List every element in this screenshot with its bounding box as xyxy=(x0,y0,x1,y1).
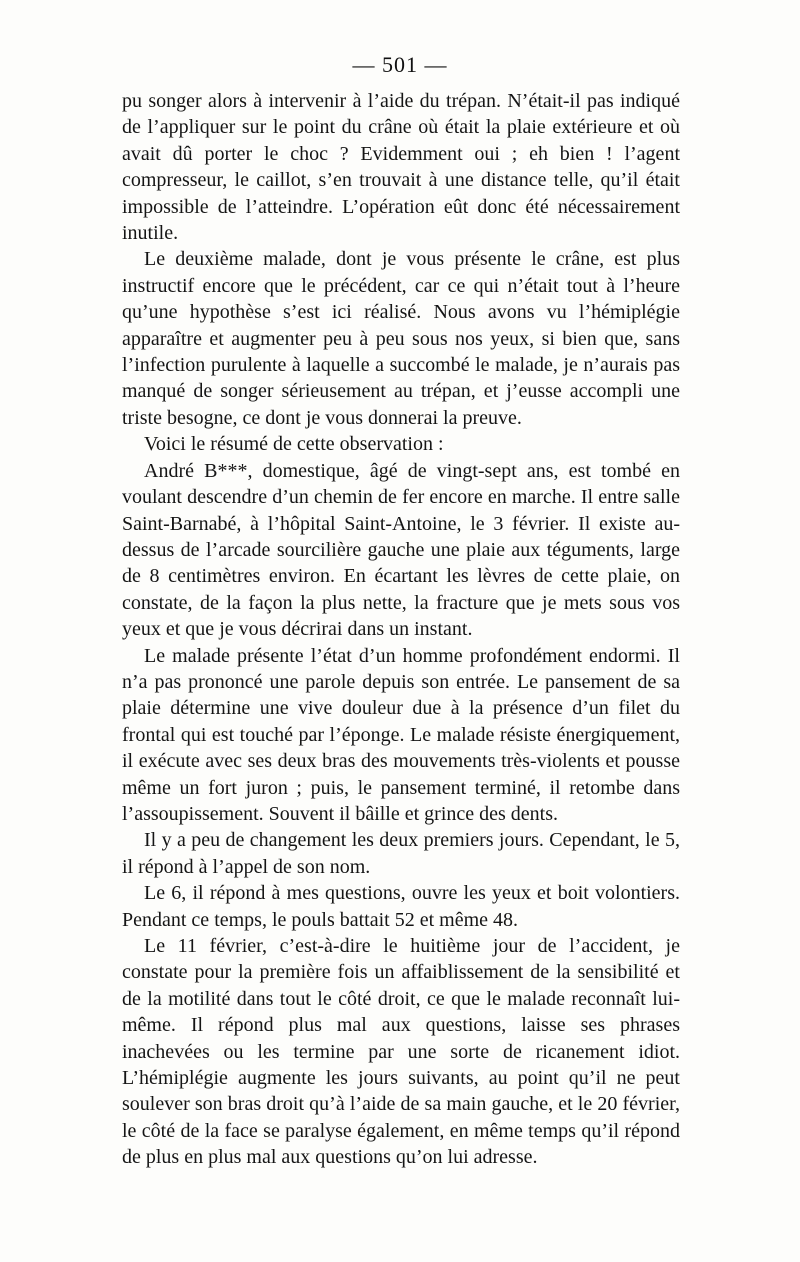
paragraph-first-days: Il y a peu de changement les deux premiers jours. Cependant, le 5, il répond à l’appel de son nom. xyxy=(122,829,680,878)
body-text xyxy=(122,88,680,1171)
page-number: — 501 — xyxy=(352,52,448,77)
paragraph-patient-admission: André B***, domestique, âgé de vingt-sept ans, est tombé en voulant descendre d’un chemin de fer encore en marche. Il entre salle Saint-Barnabé, à l’hôpital Saint-Antoine, le 3 février. Il existe au-dessus de l’arcade sourcilière gauche une plaie aux téguments, large de 8 centimètres environ. En écartant les lèvres de cette plaie, on constate, de la façon la plus nette, la fracture que je mets sous vos yeux et que je vous décrirai dans un instant. xyxy=(122,459,680,641)
paragraph-summary-intro: Voici le résumé de cette observation : xyxy=(144,433,444,456)
paragraph-day-eleven: Le 11 février, c’est-à-dire le huitième jour de l’accident, je constate pour la première fois un affaiblissement de la sensibilité et de la motilité dans tout le côté droit, ce que le malade reconnaît lui-même. Il répond plus mal aux questions, laisse ses phrases inachevées ou les termine par une sorte de ricanement idiot. L’hémiplégie augmente les jours suivants, au point qu’il ne peut soulever son bras droit qu’à l’aide de sa main gauche, et le 20 février, le côté de la face se paralyse également, en même temps qu’il répond de plus en plus mal aux questions qu’on lui adresse. xyxy=(122,935,680,1169)
paragraph-second-patient: Le deuxième malade, dont je vous présente le crâne, est plus instructif encore que le précédent, car ce qui n’était tout à l’heure qu’une hypothèse s’est ici réalisé. Nous avons vu l’hémiplégie apparaître et augmenter peu à peu sous nos yeux, si bien que, sans l’infection purulente à laquelle a succombé le malade, je n’aurais pas manqué de songer sérieusement au trépan, et j’eusse accompli une triste besogne, ce dont je vous donnerai la preuve. xyxy=(122,248,680,429)
paragraph-patient-state: Le malade présente l’état d’un homme profondément endormi. Il n’a pas prononcé une parole depuis son entrée. Le pansement de sa plaie détermine une vive douleur due à la présence d’un filet du frontal qui est touché par l’éponge. Le malade résiste énergiquement, il exécute avec ses deux bras des mouvements très-violents et pousse même un fort juron ; puis, le pansement terminé, il retombe dans l’assoupissement. Souvent il bâille et grince des dents. xyxy=(122,644,680,825)
paragraph-day-six: Le 6, il répond à mes questions, ouvre les yeux et boit volontiers. Pendant ce temps, le pouls battait 52 et même 48. xyxy=(122,882,680,931)
paragraph-continuation: pu songer alors à intervenir à l’aide du trépan. N’était-il pas indiqué de l’appliquer sur le point du crâne où était la plaie extérieure et où avait dû porter le choc ? Evidemment oui ; eh bien ! l’agent compresseur, le caillot, s’en trouvait à une distance telle, qu’il était impossible de l’atteindre. L’opération eût donc été nécessairement inutile. xyxy=(122,90,680,245)
